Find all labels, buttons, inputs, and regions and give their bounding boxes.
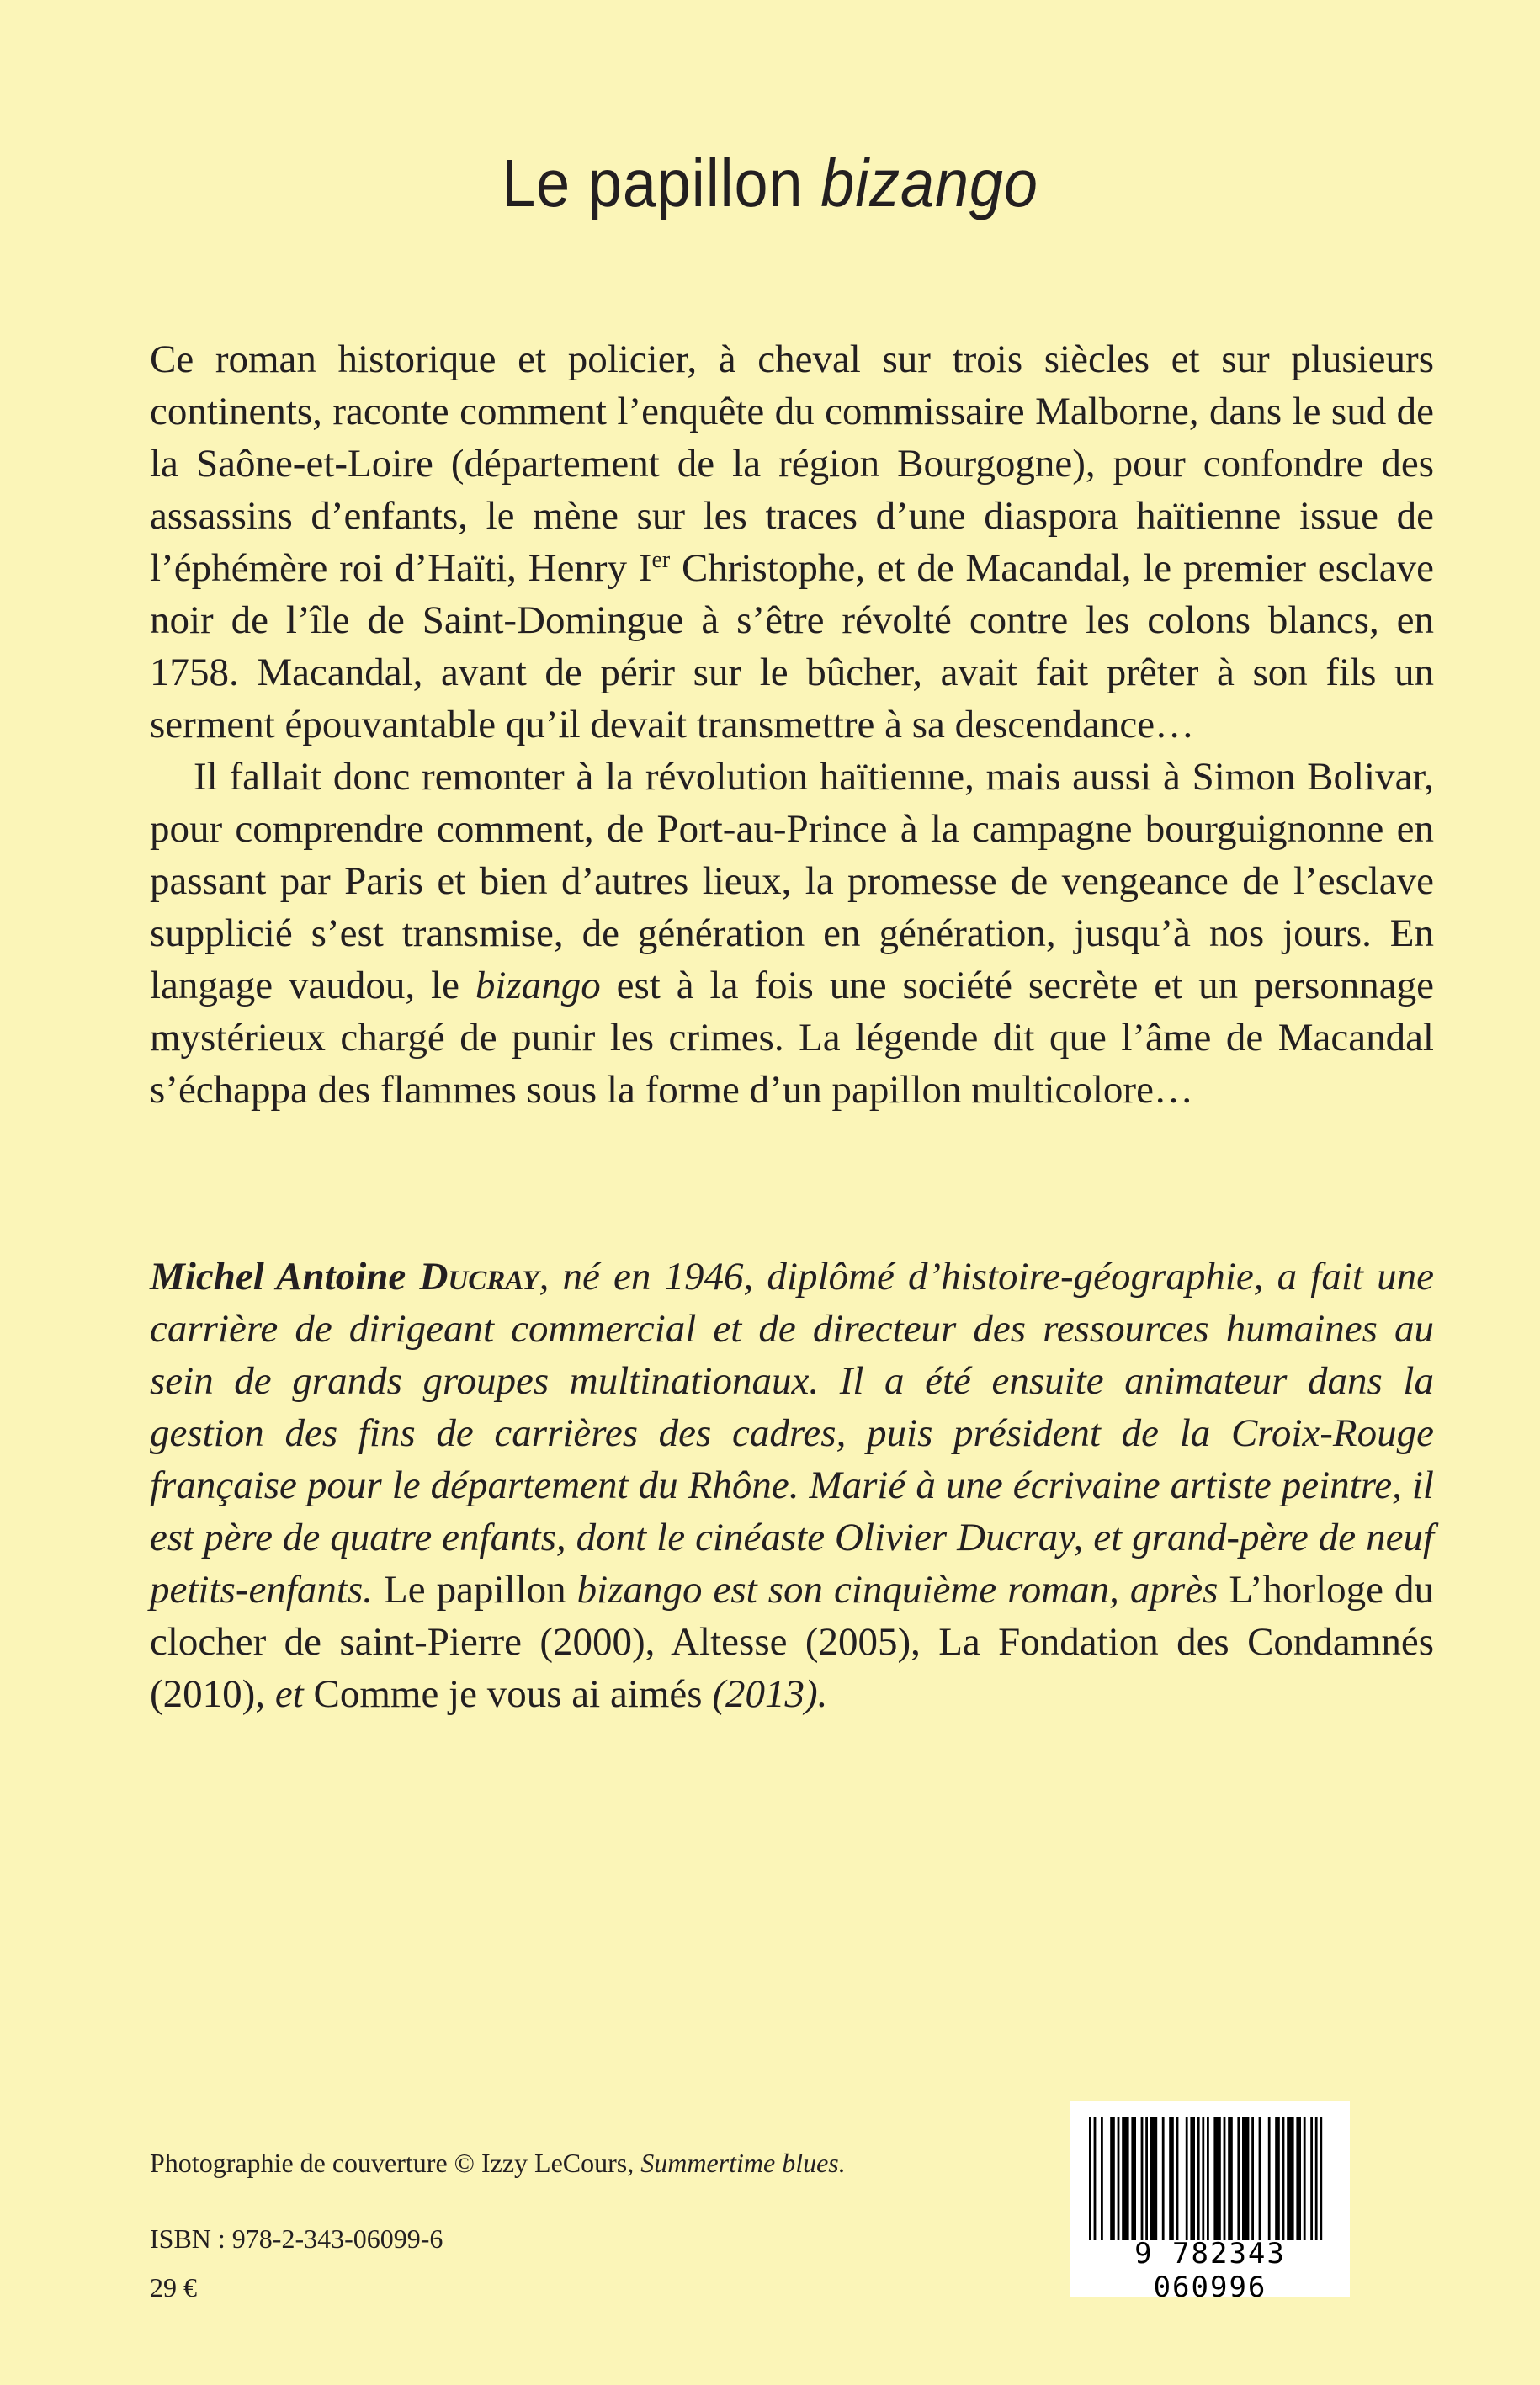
barcode-bar: [1304, 2117, 1306, 2240]
barcode-bar: [1101, 2117, 1103, 2240]
barcode-bar: [1213, 2117, 1220, 2240]
price: 29 €: [150, 2272, 197, 2303]
synopsis-paragraph-1: [150, 333, 1434, 751]
barcode-bar: [1268, 2117, 1271, 2240]
barcode-bar: [1251, 2117, 1254, 2240]
title-main: Le papillon: [502, 146, 821, 220]
barcode-bar: [1131, 2117, 1136, 2240]
barcode-bar: [1176, 2117, 1179, 2240]
barcode: [1070, 2101, 1350, 2304]
barcode-bar: [1310, 2117, 1313, 2240]
bio-text-8: (2013).: [712, 1672, 828, 1716]
barcode-bar: [1089, 2117, 1091, 2240]
synopsis-p2-text-2: est à la fois une société secrète et un personnage mystérieux chargé de punir les crimes. La légende dit que l’âme de Macandal s’échappa des flammes sous la forme d’un papillon multicolore…: [150, 964, 1435, 1112]
barcode-bar: [1094, 2117, 1097, 2240]
bio-text-1: , né en 1946, diplômé d’histoire-géographie, a fait une carrière de dirigeant commercial et de directeur des ressources humaines au sein de grands groupes multinationaux. Il a été ensuite animateur dans la gestion des fins de carrières des cadres, puis président de la Croix-Rouge française pour le département du Rhône. Marié à une écrivaine artiste peintre, il est père de quatre enfants, dont le cinéaste Olivier Ducray, et grand-père de neuf petits-enfants.: [150, 1255, 1434, 1612]
synopsis: [150, 333, 1434, 1116]
author-name: Michel Antoine: [150, 1255, 420, 1299]
synopsis-p1-superscript: er: [651, 547, 671, 573]
barcode-digits: 9 782343 060996: [1134, 2237, 1286, 2304]
barcode-bar: [1315, 2117, 1318, 2240]
barcode-bar: [1150, 2117, 1157, 2240]
barcode-bar: [1224, 2117, 1226, 2240]
bio-text-3: bizango: [576, 1568, 703, 1612]
barcode-bar: [1228, 2117, 1233, 2240]
barcode-bar: [1169, 2117, 1174, 2240]
bio-text-2: Le papillon: [373, 1568, 577, 1612]
author-bio: [150, 1251, 1434, 1720]
barcode-bar: [1118, 2117, 1120, 2240]
barcode-bar: [1320, 2117, 1322, 2240]
bio-text-4: est son cinquième roman, après: [702, 1568, 1229, 1612]
isbn: ISBN : 978-2-343-06099-6: [150, 2223, 443, 2254]
barcode-bars: [1089, 2117, 1331, 2240]
barcode-bar: [1186, 2117, 1188, 2240]
barcode-bar: [1275, 2117, 1280, 2240]
barcode-bar: [1237, 2117, 1240, 2240]
bio-text-7: Comme je vous ai aimés: [313, 1672, 713, 1716]
author-surname: Ducray: [419, 1255, 539, 1299]
bio-text-5: L’horloge du clocher de saint-Pierre (2000), Altesse (2005), La Fondation des Condamnés (2010),: [150, 1568, 1434, 1716]
synopsis-p2-text-1: Il fallait donc remonter à la révolution haïtienne, mais aussi à Simon Bolivar, pour comprendre comment, de Port-au-Prince à la campagne bourguignonne en passant par Paris et bien d’autres lieux, la promesse de vengeance de l’esclave supplicié s’est transmise, de génération en génération, jusqu’à nos jours. En langage vaudou, le: [150, 755, 1434, 1007]
synopsis-paragraph-2: [150, 751, 1434, 1116]
bio-paragraph: [150, 1251, 1434, 1720]
photo-credit: [150, 2146, 846, 2180]
synopsis-p1-text-2: Christophe, et de Macandal, le premier esclave noir de l’île de Saint-Domingue à s’être révolté contre les colons blancs, en 1758. Macandal, avant de périr sur le bûcher, avait fait prêter à son fils un serment épouvantable qu’il devait transmettre à sa descendance…: [150, 546, 1434, 746]
barcode-bar: [1296, 2117, 1301, 2240]
photo-credit-text: Photographie de couverture © Izzy LeCours,: [150, 2148, 641, 2178]
title-italic: bizango: [820, 146, 1038, 220]
book-title: [77, 141, 1463, 226]
synopsis-p1-text-1: Ce roman historique et policier, à cheval sur trois siècles et sur plusieurs continents, raconte comment l’enquête du commissaire Malborne, dans le sud de la Saône-et-Loire (département de la région Bourgogne), pour confondre des assassins d’enfants, le mène sur les traces d’une diaspora haïtienne issue de l’éphémère roi d’Haïti, Henry I: [150, 337, 1434, 590]
photo-credit-title: Summertime blues.: [640, 2148, 846, 2178]
barcode-bar: [1122, 2117, 1128, 2240]
barcode-bar: [1259, 2117, 1261, 2240]
synopsis-p2-italic: bizango: [475, 964, 601, 1007]
barcode-bar: [1145, 2117, 1148, 2240]
bio-text-6: et: [274, 1672, 314, 1716]
barcode-bar: [1207, 2117, 1209, 2240]
barcode-bar: [1162, 2117, 1165, 2240]
barcode-bar: [1110, 2117, 1115, 2240]
barcode-bar: [1242, 2117, 1249, 2240]
barcode-bar: [1141, 2117, 1144, 2240]
barcode-bar: [1202, 2117, 1204, 2240]
barcode-bar: [1282, 2117, 1285, 2240]
barcode-bar: [1287, 2117, 1293, 2240]
barcode-bar: [1190, 2117, 1195, 2240]
barcode-bar: [1197, 2117, 1200, 2240]
